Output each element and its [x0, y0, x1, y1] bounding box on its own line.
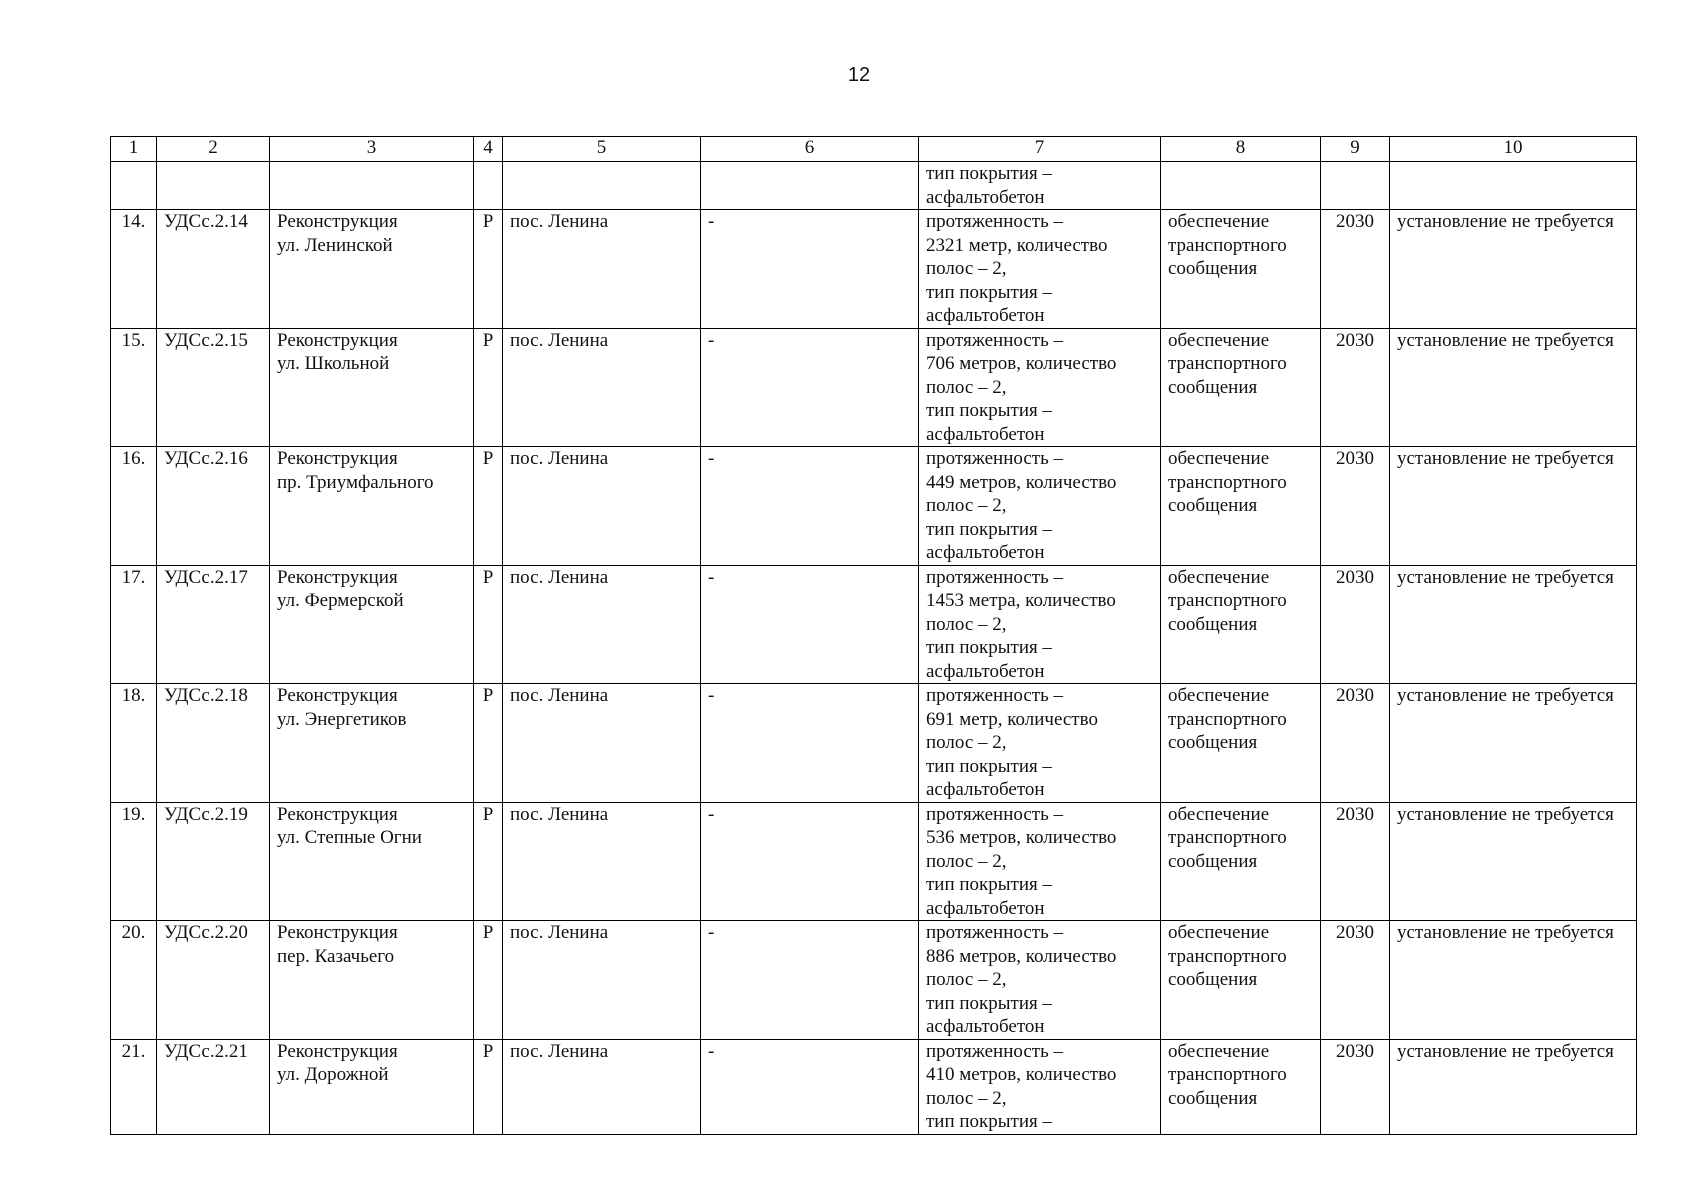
characteristics-line: тип покрытия –: [926, 874, 1053, 895]
object-location: пос. Ленина: [503, 447, 701, 566]
completion-year: 2030: [1321, 447, 1390, 566]
objects-table: [110, 136, 1637, 1135]
characteristics-line: протяженность –: [926, 448, 1063, 469]
characteristics-line: 536 метров, количество: [926, 827, 1117, 848]
characteristics-line: 706 метров, количество: [926, 353, 1117, 374]
object-name-line: Реконструкция: [277, 685, 398, 706]
characteristics-cell: [919, 210, 1161, 329]
object-name-line: ул. Ленинской: [277, 234, 393, 256]
purpose-line: транспортного: [1168, 945, 1287, 967]
object-name-line: ул. Школьной: [277, 353, 390, 374]
zone-status: установление не требуется: [1390, 328, 1637, 447]
purpose-cell: [1161, 210, 1321, 329]
table-row: [111, 447, 1637, 566]
object-name-line: ул. Фермерской: [277, 590, 404, 611]
characteristics-line: протяженность –: [926, 803, 1063, 825]
characteristics-line: тип покрытия –: [926, 755, 1053, 777]
purpose-cell: [1161, 802, 1321, 921]
characteristics-line: тип покрытия –: [926, 281, 1053, 303]
purpose-line: обеспечение: [1168, 211, 1270, 232]
zone-status: установление не требуется: [1390, 447, 1637, 566]
purpose-line: обеспечение: [1168, 803, 1270, 825]
characteristics-line: асфальтобетон: [926, 1016, 1045, 1037]
table-row: [111, 328, 1637, 447]
completion-year: 2030: [1321, 802, 1390, 921]
object-code: УДСс.2.16: [157, 447, 270, 566]
empty-cell: [474, 162, 503, 210]
object-name-line: Реконструкция: [277, 329, 398, 351]
object-name-line: пр. Триумфального: [277, 471, 434, 493]
column-header: 7: [919, 137, 1161, 162]
purpose-cell: [1161, 684, 1321, 803]
characteristics-line: асфальтобетон: [926, 660, 1045, 682]
purpose-line: сообщения: [1168, 850, 1258, 872]
row-number: 15.: [111, 328, 157, 447]
characteristics-cell: [919, 328, 1161, 447]
continuation-row: [111, 162, 1637, 210]
characteristics-cell: [919, 447, 1161, 566]
object-district: -: [701, 447, 919, 566]
purpose-line: транспортного: [1168, 590, 1287, 611]
object-type: Р: [474, 921, 503, 1040]
purpose-line: транспортного: [1168, 708, 1287, 730]
characteristics-line: протяженность –: [926, 566, 1063, 588]
object-name-line: Реконструкция: [277, 922, 398, 943]
object-name-line: Реконструкция: [277, 803, 398, 825]
purpose-line: обеспечение: [1168, 329, 1270, 351]
object-district: -: [701, 921, 919, 1040]
object-code: УДСс.2.18: [157, 684, 270, 803]
purpose-line: обеспечение: [1168, 566, 1270, 588]
object-name-cell: [270, 684, 474, 803]
table-row: [111, 684, 1637, 803]
characteristics-line: асфальтобетон: [926, 423, 1045, 445]
characteristics-line: полос – 2,: [926, 613, 1007, 635]
object-district: -: [701, 1039, 919, 1134]
characteristics-line: полос – 2,: [926, 850, 1007, 872]
purpose-line: сообщения: [1168, 495, 1258, 516]
purpose-line: сообщения: [1168, 613, 1258, 635]
object-type: Р: [474, 802, 503, 921]
column-header: 9: [1321, 137, 1390, 162]
characteristics-line: 2321 метр, количество: [926, 234, 1108, 256]
characteristics-line: полос – 2,: [926, 376, 1007, 398]
zone-status: установление не требуется: [1390, 1039, 1637, 1134]
object-district: -: [701, 684, 919, 803]
characteristics-line: 1453 метра, количество: [926, 590, 1116, 611]
object-name-cell: [270, 1039, 474, 1134]
column-header: 4: [474, 137, 503, 162]
object-name-line: Реконструкция: [277, 211, 398, 232]
object-type: Р: [474, 447, 503, 566]
column-header: 10: [1390, 137, 1637, 162]
characteristics-cell: [919, 162, 1161, 210]
row-number: 17.: [111, 565, 157, 684]
zone-status: установление не требуется: [1390, 210, 1637, 329]
purpose-line: сообщения: [1168, 376, 1258, 398]
empty-cell: [270, 162, 474, 210]
completion-year: 2030: [1321, 565, 1390, 684]
purpose-line: обеспечение: [1168, 1040, 1270, 1062]
object-name-line: ул. Степные Огни: [277, 827, 422, 848]
purpose-line: транспортного: [1168, 471, 1287, 493]
object-type: Р: [474, 210, 503, 329]
zone-status: установление не требуется: [1390, 565, 1637, 684]
empty-cell: [111, 162, 157, 210]
object-name-line: Реконструкция: [277, 448, 398, 469]
characteristics-line: полос – 2,: [926, 969, 1007, 990]
table-row: [111, 921, 1637, 1040]
purpose-cell: [1161, 447, 1321, 566]
characteristics-cell: [919, 1039, 1161, 1134]
object-code: УДСс.2.20: [157, 921, 270, 1040]
empty-cell: [701, 162, 919, 210]
object-name-line: ул. Дорожной: [277, 1064, 389, 1085]
characteristics-line: тип покрытия –: [926, 400, 1053, 421]
object-location: пос. Ленина: [503, 210, 701, 329]
characteristics-line: тип покрытия –: [926, 518, 1053, 540]
table-row: [111, 802, 1637, 921]
object-type: Р: [474, 1039, 503, 1134]
row-number: 21.: [111, 1039, 157, 1134]
table-row: [111, 1039, 1637, 1134]
characteristics-line: асфальтобетон: [926, 186, 1045, 208]
characteristics-line: асфальтобетон: [926, 305, 1045, 326]
characteristics-line: 886 метров, количество: [926, 945, 1117, 967]
characteristics-line: полос – 2,: [926, 258, 1007, 279]
characteristics-line: протяженность –: [926, 1040, 1063, 1062]
completion-year: 2030: [1321, 921, 1390, 1040]
characteristics-line: асфальтобетон: [926, 779, 1045, 800]
object-name-line: Реконструкция: [277, 1040, 398, 1062]
page-number: 12: [847, 64, 871, 86]
column-header: 1: [111, 137, 157, 162]
completion-year: 2030: [1321, 1039, 1390, 1134]
object-name-cell: [270, 921, 474, 1040]
characteristics-line: 691 метр, количество: [926, 708, 1098, 730]
object-code: УДСс.2.15: [157, 328, 270, 447]
object-district: -: [701, 802, 919, 921]
purpose-line: обеспечение: [1168, 922, 1270, 943]
object-name-line: Реконструкция: [277, 566, 398, 588]
characteristics-line: протяженность –: [926, 329, 1063, 351]
characteristics-line: полос – 2,: [926, 495, 1007, 516]
object-type: Р: [474, 684, 503, 803]
object-code: УДСс.2.17: [157, 565, 270, 684]
completion-year: 2030: [1321, 328, 1390, 447]
zone-status: установление не требуется: [1390, 921, 1637, 1040]
completion-year: 2030: [1321, 684, 1390, 803]
characteristics-line: полос – 2,: [926, 1087, 1007, 1109]
row-number: 14.: [111, 210, 157, 329]
empty-cell: [1390, 162, 1637, 210]
object-district: -: [701, 565, 919, 684]
completion-year: 2030: [1321, 210, 1390, 329]
object-district: -: [701, 210, 919, 329]
object-type: Р: [474, 565, 503, 684]
characteristics-line: тип покрытия –: [926, 992, 1053, 1014]
characteristics-line: асфальтобетон: [926, 897, 1045, 919]
purpose-line: сообщения: [1168, 732, 1258, 753]
zone-status: установление не требуется: [1390, 684, 1637, 803]
row-number: 16.: [111, 447, 157, 566]
characteristics-line: 410 метров, количество: [926, 1064, 1117, 1085]
table-row: [111, 210, 1637, 329]
object-location: пос. Ленина: [503, 328, 701, 447]
object-name-cell: [270, 565, 474, 684]
purpose-line: обеспечение: [1168, 448, 1270, 469]
characteristics-line: асфальтобетон: [926, 542, 1045, 563]
column-header: 5: [503, 137, 701, 162]
object-code: УДСс.2.14: [157, 210, 270, 329]
characteristics-line: 449 метров, количество: [926, 471, 1117, 493]
object-code: УДСс.2.21: [157, 1039, 270, 1134]
purpose-line: транспортного: [1168, 1064, 1287, 1085]
object-name-cell: [270, 328, 474, 447]
object-name-cell: [270, 210, 474, 329]
column-header: 2: [157, 137, 270, 162]
header-row: [111, 137, 1637, 162]
object-location: пос. Ленина: [503, 921, 701, 1040]
row-number: 18.: [111, 684, 157, 803]
characteristics-cell: [919, 684, 1161, 803]
object-location: пос. Ленина: [503, 565, 701, 684]
column-header: 6: [701, 137, 919, 162]
column-header: 3: [270, 137, 474, 162]
object-code: УДСс.2.19: [157, 802, 270, 921]
object-location: пос. Ленина: [503, 802, 701, 921]
object-location: пос. Ленина: [503, 684, 701, 803]
object-district: -: [701, 328, 919, 447]
purpose-cell: [1161, 1039, 1321, 1134]
characteristics-line: протяженность –: [926, 685, 1063, 706]
empty-cell: [1161, 162, 1321, 210]
purpose-line: транспортного: [1168, 353, 1287, 374]
characteristics-line: тип покрытия –: [926, 1111, 1053, 1132]
purpose-line: сообщения: [1168, 258, 1258, 279]
purpose-line: сообщения: [1168, 1087, 1258, 1109]
characteristics-line: протяженность –: [926, 211, 1063, 232]
purpose-line: транспортного: [1168, 234, 1287, 256]
characteristics-cell: [919, 565, 1161, 684]
zone-status: установление не требуется: [1390, 802, 1637, 921]
characteristics-cell: [919, 802, 1161, 921]
characteristics-line: протяженность –: [926, 922, 1063, 943]
purpose-cell: [1161, 328, 1321, 447]
purpose-line: сообщения: [1168, 969, 1258, 990]
row-number: 19.: [111, 802, 157, 921]
object-location: пос. Ленина: [503, 1039, 701, 1134]
purpose-cell: [1161, 565, 1321, 684]
object-name-cell: [270, 447, 474, 566]
purpose-line: обеспечение: [1168, 685, 1270, 706]
object-name-cell: [270, 802, 474, 921]
row-number: 20.: [111, 921, 157, 1040]
empty-cell: [503, 162, 701, 210]
empty-cell: [1321, 162, 1390, 210]
table-row: [111, 565, 1637, 684]
object-type: Р: [474, 328, 503, 447]
empty-cell: [157, 162, 270, 210]
characteristics-cell: [919, 921, 1161, 1040]
purpose-line: транспортного: [1168, 827, 1287, 848]
column-header: 8: [1161, 137, 1321, 162]
characteristics-line: тип покрытия –: [926, 637, 1053, 658]
object-name-line: ул. Энергетиков: [277, 708, 407, 730]
characteristics-line: тип покрытия –: [926, 163, 1053, 184]
characteristics-line: полос – 2,: [926, 732, 1007, 753]
object-name-line: пер. Казачьего: [277, 945, 395, 967]
purpose-cell: [1161, 921, 1321, 1040]
